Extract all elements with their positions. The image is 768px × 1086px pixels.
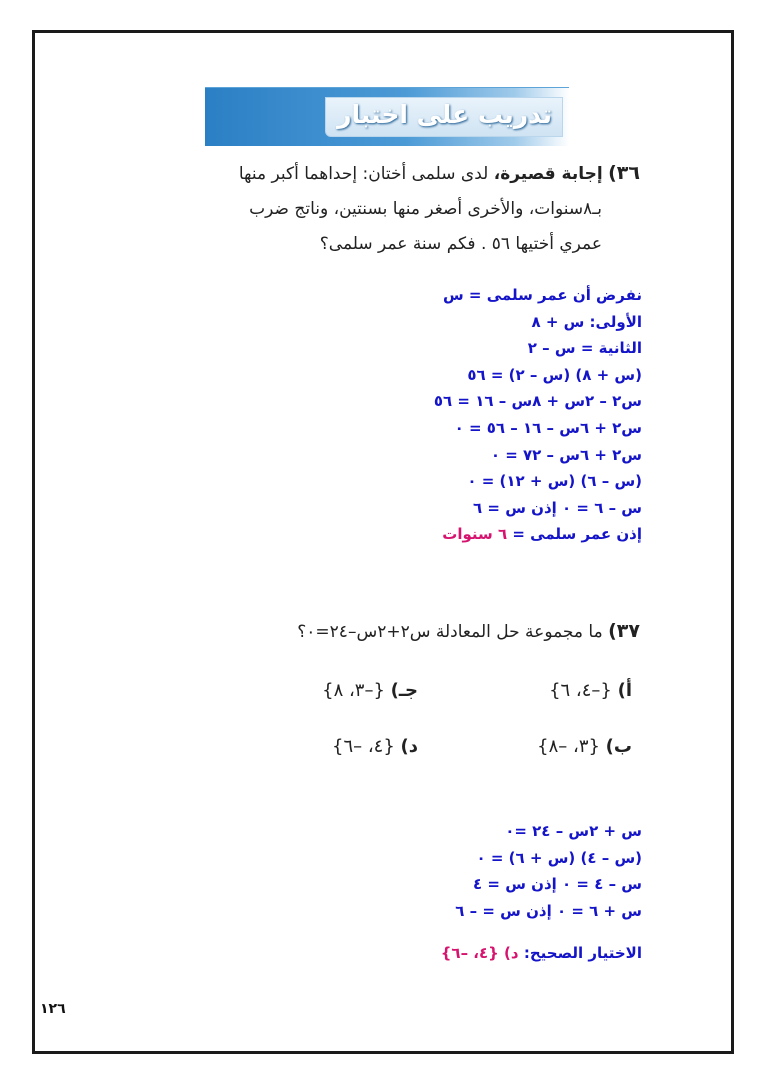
question-36-number: ٣٦) [608, 162, 640, 184]
question-37 [100, 614, 640, 650]
question-36 [100, 156, 640, 262]
solution-36-final-value: ٦ سنوات [442, 525, 508, 544]
solution-36-step-5: س٢ – ٢س + ٨س – ١٦ = ٥٦ [433, 392, 642, 411]
option-b[interactable] [537, 736, 632, 757]
option-c-value: {–٣، ٨} [322, 680, 385, 701]
option-a[interactable] [549, 680, 632, 701]
option-a-label: أ) [617, 680, 632, 701]
solution-36-step-7: س٢ + ٦س – ٧٢ = ٠ [490, 445, 642, 464]
solution-37-step-1: س + ٢س – ٢٤ =٠ [505, 822, 642, 840]
answer-label: الاختيار الصحيح: [523, 944, 642, 962]
answer-value: د) {٤، –٦} [440, 944, 519, 962]
option-c[interactable] [322, 680, 418, 701]
option-d-label: د) [400, 736, 418, 757]
question-36-line-3: عمري أختيها ٥٦ . فكم سنة عمر سلمى؟ [319, 234, 602, 254]
section-title: تدريب على اختبار [337, 100, 552, 129]
solution-37 [455, 818, 642, 924]
question-36-type: إجابة قصيرة، [493, 164, 603, 184]
solution-36-step-2: الأولى: س + ٨ [531, 312, 642, 331]
solution-37-answer [441, 940, 642, 967]
solution-36 [434, 282, 642, 548]
question-37-text: ما مجموعة حل المعادلة س٢+٢س–٢٤=٠؟ [297, 622, 603, 642]
solution-36-step-1: نفرض أن عمر سلمى = س [443, 286, 642, 304]
option-d[interactable] [332, 736, 418, 757]
option-d-value: {٤، –٦} [332, 736, 395, 757]
page-number: ١٢٦ [40, 1001, 66, 1017]
option-b-value: {٣، –٨} [537, 736, 600, 757]
solution-36-step-3: الثانية = س – ٢ [527, 339, 642, 358]
solution-36-final [434, 521, 642, 548]
solution-36-step-9: س – ٦ = ٠ إذن س = ٦ [473, 498, 642, 517]
question-37-number: ٣٧) [608, 620, 640, 642]
option-c-label: جـ) [390, 680, 418, 701]
solution-36-step-8: (س – ٦) (س + ١٢) = ٠ [467, 472, 642, 491]
solution-36-step-4: (س + ٨) (س – ٢) = ٥٦ [467, 365, 642, 384]
solution-37-step-4: س + ٦ = ٠ إذن س = – ٦ [455, 901, 642, 920]
solution-37-step-2: (س – ٤) (س + ٦) = ٠ [476, 848, 642, 867]
solution-37-step-3: س – ٤ = ٠ إذن س = ٤ [473, 875, 642, 894]
solution-36-step-6: س٢ + ٦س – ١٦ – ٥٦ = ٠ [454, 418, 642, 437]
question-36-line-1: لدى سلمى أختان: إحداهما أكبر منها [238, 164, 489, 184]
option-b-label: ب) [605, 736, 632, 757]
solution-36-final-label: إذن عمر سلمى = [512, 525, 642, 544]
question-36-line-2: بـ٨سنوات، والأخرى أصغر منها بسنتين، وناتج ضرب [249, 199, 602, 219]
option-a-value: {–٤، ٦} [549, 680, 612, 701]
